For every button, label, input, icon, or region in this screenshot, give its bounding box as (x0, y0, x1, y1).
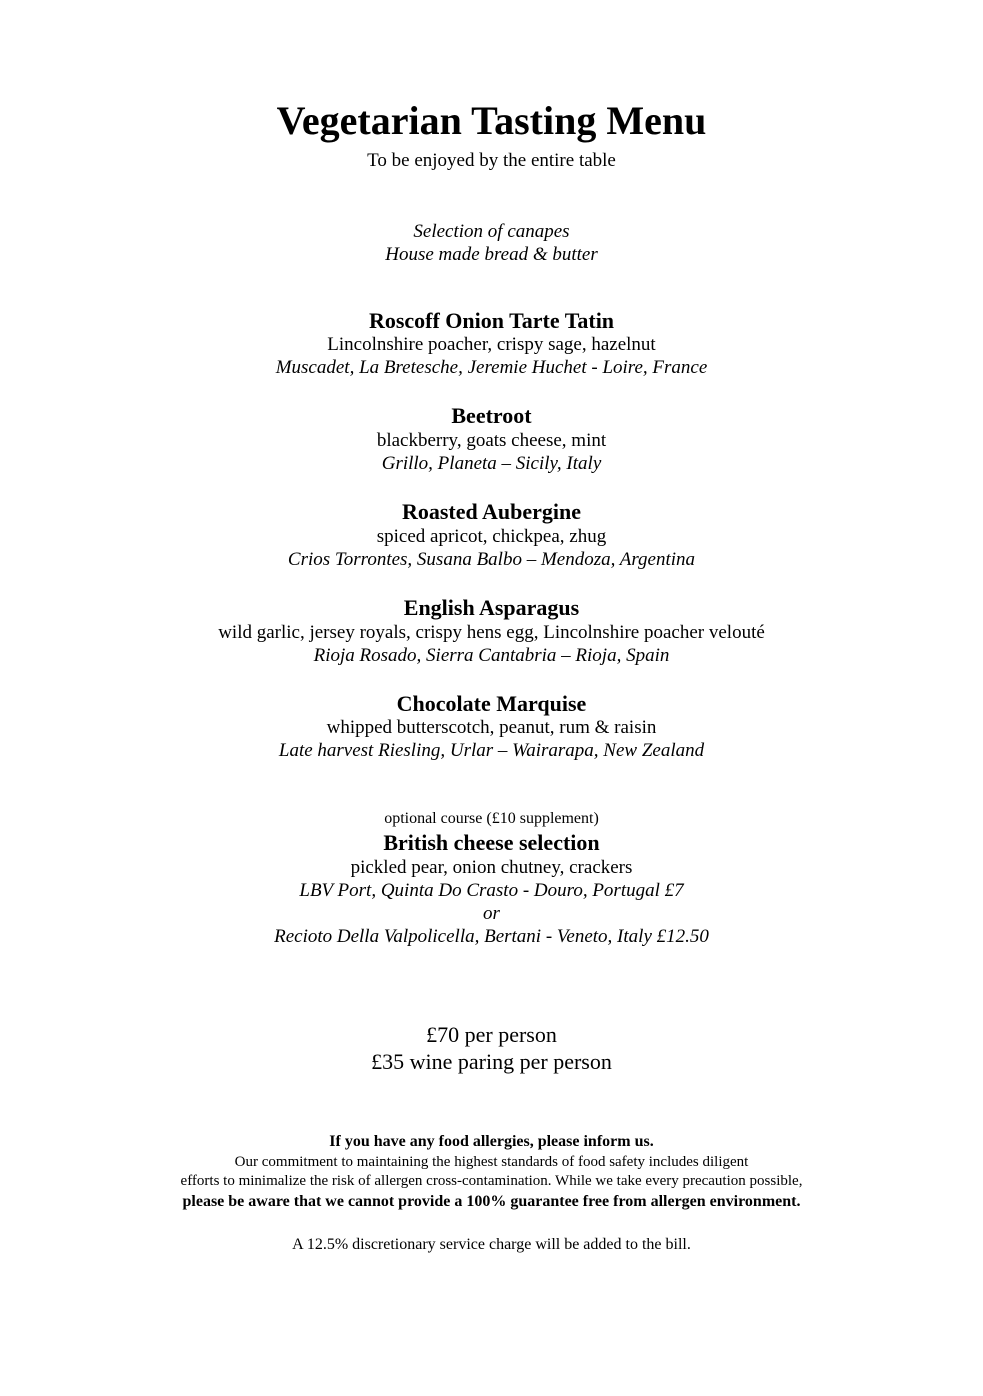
intro-bread: House made bread & butter (385, 244, 598, 265)
optional-wine-1: LBV Port, Quinta Do Crasto - Douro, Portugal £7 (299, 880, 684, 901)
course-name: English Asparagus (403, 595, 580, 620)
course-name: Roscoff Onion Tarte Tatin (368, 308, 615, 333)
course-name: Beetroot (451, 403, 532, 428)
course-wine: Muscadet, La Bretesche, Jeremie Huchet - Loire, France (275, 357, 708, 378)
course-wine: Crios Torrontes, Susana Balbo – Mendoza, Argentina (287, 549, 696, 570)
course-description: Lincolnshire poacher, crispy sage, hazelnut (327, 334, 656, 355)
course-description: blackberry, goats cheese, mint (376, 430, 607, 451)
optional-course-note: optional course (£10 supplement) (384, 810, 599, 827)
course-name: Chocolate Marquise (396, 691, 587, 716)
optional-course-description: pickled pear, onion chutney, crackers (350, 857, 633, 878)
optional-wine-separator: or (483, 903, 500, 924)
allergy-warning: please be aware that we cannot provide a 100% guarantee free from allergen environment. (182, 1193, 801, 1210)
allergy-text-line-1: Our commitment to maintaining the highest standards of food safety includes diligent (234, 1154, 749, 1170)
course-wine: Grillo, Planeta – Sicily, Italy (381, 453, 602, 474)
course-description: whipped butterscotch, peanut, rum & raisin (326, 717, 657, 738)
course-description: wild garlic, jersey royals, crispy hens egg, Lincolnshire poacher velouté (218, 622, 765, 643)
page-title: Vegetarian Tasting Menu (276, 98, 707, 143)
allergy-text-line-2: efforts to minimalize the risk of allergen cross-contamination. While we take every precaution possible, (180, 1173, 803, 1189)
page-subtitle: To be enjoyed by the entire table (367, 150, 616, 171)
optional-course-name: British cheese selection (383, 830, 600, 855)
intro-canapes: Selection of canapes (413, 221, 570, 242)
course-wine: Late harvest Riesling, Urlar – Wairarapa, New Zealand (278, 740, 705, 761)
price-wine-pairing: £35 wine paring per person (371, 1049, 612, 1074)
allergy-heading: If you have any food allergies, please inform us. (329, 1133, 654, 1150)
optional-wine-2: Recioto Della Valpolicella, Bertani - Veneto, Italy £12.50 (274, 926, 709, 947)
course-name: Roasted Aubergine (401, 499, 582, 524)
service-charge-note: A 12.5% discretionary service charge will be added to the bill. (292, 1236, 691, 1253)
course-wine: Rioja Rosado, Sierra Cantabria – Rioja, Spain (313, 645, 670, 666)
price-per-person: £70 per person (426, 1022, 557, 1047)
course-description: spiced apricot, chickpea, zhug (376, 526, 607, 547)
